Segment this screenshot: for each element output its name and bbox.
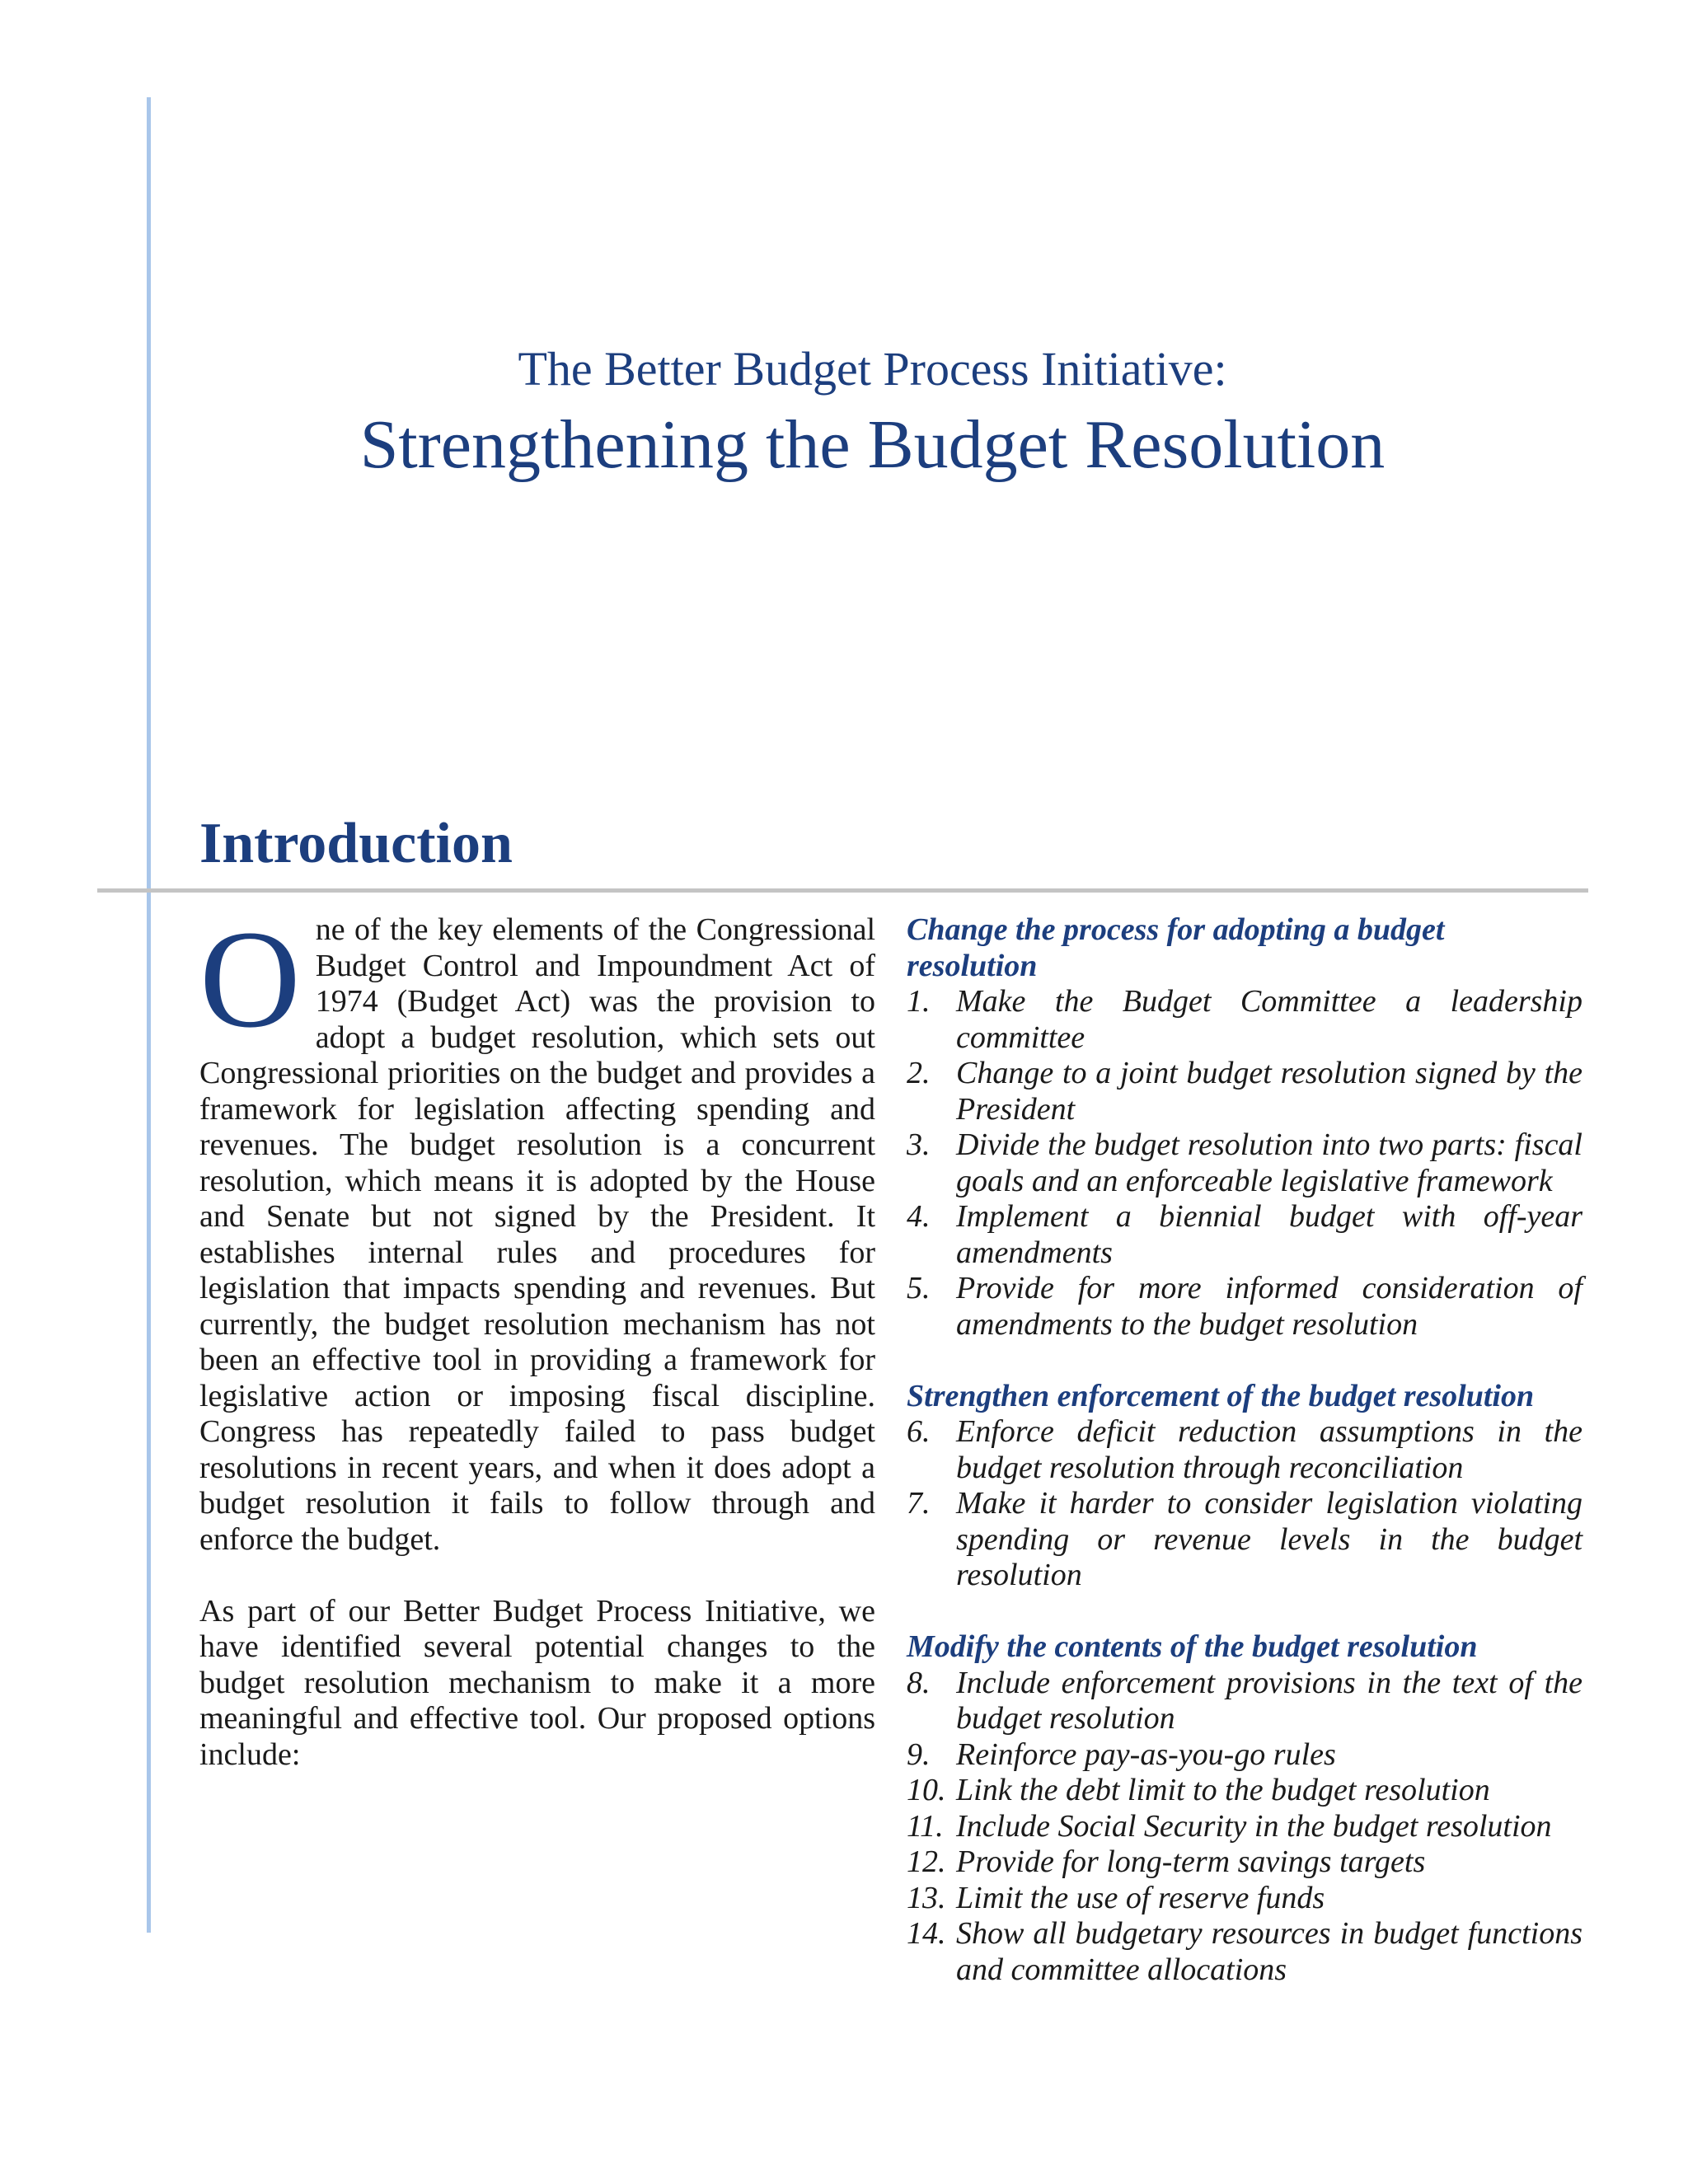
option-list	[907, 1414, 1582, 1594]
option-number: 8.	[907, 1665, 931, 1700]
option-number: 13.	[907, 1880, 946, 1915]
option-item	[907, 984, 1582, 1056]
option-text: Reinforce pay-as-you-go rules	[956, 1736, 1336, 1772]
option-text: Show all budgetary resources in budget functions and committee allocations	[956, 1916, 1582, 1987]
page-title-block	[0, 340, 1688, 486]
option-number: 4.	[907, 1199, 931, 1234]
option-item	[907, 1881, 1582, 1917]
option-text: Include Social Security in the budget resolution	[956, 1808, 1552, 1844]
option-number: 1.	[907, 984, 931, 1019]
option-number: 5.	[907, 1271, 931, 1305]
option-item	[907, 1486, 1582, 1594]
option-list	[907, 984, 1582, 1343]
option-group-heading: Change the process for adopting a budget resolution	[907, 912, 1445, 983]
option-number: 7.	[907, 1486, 931, 1521]
option-text: Implement a biennial budget with off-year amendments	[956, 1199, 1582, 1270]
drop-cap: O	[199, 902, 301, 1057]
option-text: Provide for more informed consideration of amendments to the budget resolution	[956, 1271, 1582, 1342]
option-number: 9.	[907, 1736, 931, 1772]
option-text: Make the Budget Committee a leadership committee	[956, 984, 1582, 1055]
option-group-heading: Strengthen enforcement of the budget resolution	[907, 1378, 1535, 1413]
intro-paragraph-1	[199, 902, 875, 1558]
option-group-enforcement	[907, 1379, 1582, 1594]
option-item	[907, 1056, 1582, 1127]
option-item	[907, 1844, 1582, 1881]
intro-column	[199, 902, 875, 1773]
option-number: 2.	[907, 1056, 931, 1090]
option-list	[907, 1666, 1582, 1989]
option-text: Change to a joint budget resolution signed by the President	[956, 1056, 1582, 1127]
option-item	[907, 1199, 1582, 1271]
option-number: 3.	[907, 1127, 931, 1162]
option-number: 6.	[907, 1414, 931, 1449]
option-item	[907, 1127, 1582, 1199]
option-number: 11.	[907, 1808, 944, 1844]
option-number: 12.	[907, 1844, 946, 1879]
option-group-heading: Modify the contents of the budget resolution	[907, 1629, 1478, 1664]
intro-paragraph-2: As part of our Better Budget Process Initiative, we have identified several potential changes to the budget resolution mechanism to make it a more meaningful and effective tool. Our proposed options include:	[199, 1593, 875, 1772]
option-text: Enforce deficit reduction assumptions in the budget resolution through reconciliation	[956, 1414, 1582, 1485]
option-text: Limit the use of reserve funds	[956, 1880, 1325, 1915]
option-text: Divide the budget resolution into two parts: fiscal goals and an enforceable legislative framework	[956, 1127, 1582, 1198]
options-column	[907, 912, 1582, 1988]
page-title-line1: The Better Budget Process Initiative:	[518, 342, 1227, 396]
option-item	[907, 1414, 1582, 1486]
option-item	[907, 1737, 1582, 1774]
section-heading-introduction: Introduction	[199, 812, 513, 875]
intro-paragraph-1-text: ne of the key elements of the Congressional Budget Control and Impoundment Act of 1974 (Budget Act) was the provision to adopt a budget resolution, which sets out Congressional priorities on the budget and provides a framework for legislation affecting spending and revenues. The budget resolution is a concurrent resolution, which means it is adopted by the House and Senate but not signed by the President. It establishes internal rules and procedures for legislation that impacts spending and revenues. But currently, the budget resolution mechanism has not been an effective tool in providing a framework for legislative action or imposing fiscal discipline. Congress has repeatedly failed to pass budget resolutions in recent years, and when it does adopt a budget resolution it fails to follow through and enforce the budget.	[199, 912, 875, 1557]
option-text: Make it harder to consider legislation violating spending or revenue levels in the budget resolution	[956, 1486, 1582, 1592]
option-text: Provide for long-term savings targets	[956, 1844, 1426, 1879]
option-item	[907, 1666, 1582, 1737]
section-divider	[97, 888, 1588, 893]
option-text: Include enforcement provisions in the text of the budget resolution	[956, 1665, 1582, 1736]
option-item	[907, 1271, 1582, 1343]
option-item	[907, 1809, 1582, 1845]
option-group-adopting	[907, 912, 1582, 1343]
option-item	[907, 1916, 1582, 1988]
option-item	[907, 1773, 1582, 1809]
option-text: Link the debt limit to the budget resolution	[956, 1773, 1490, 1807]
page-title-line2: Strengthening the Budget Resolution	[359, 406, 1386, 483]
option-number: 14.	[907, 1916, 946, 1951]
option-group-contents	[907, 1629, 1582, 1988]
option-number: 10.	[907, 1773, 946, 1807]
